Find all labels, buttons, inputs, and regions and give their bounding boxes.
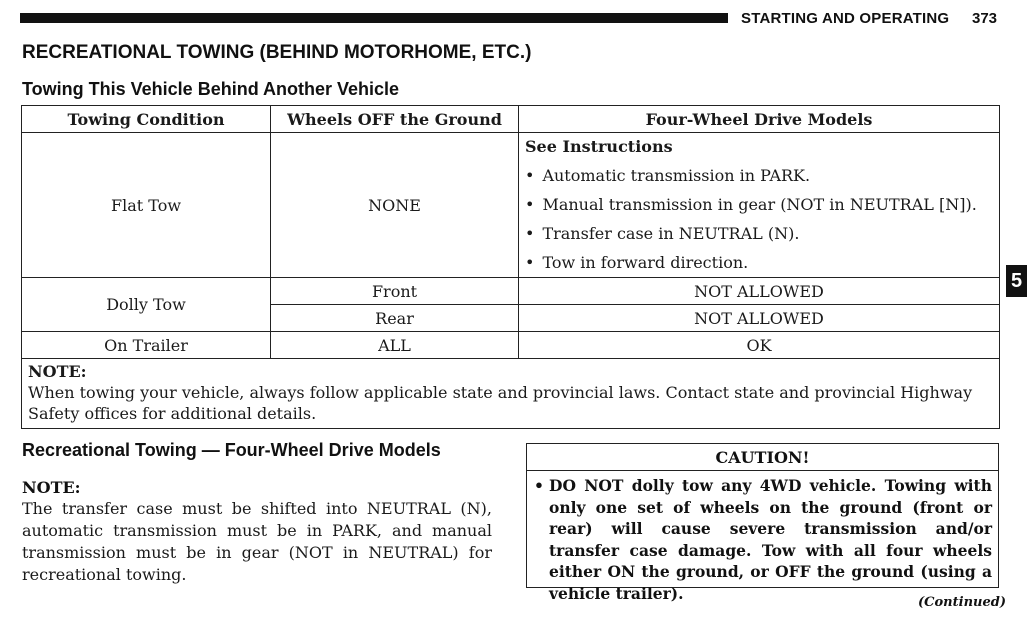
instructions-title: See Instructions [525, 137, 673, 156]
dolly-rear-result: NOT ALLOWED [519, 305, 1000, 332]
instruction-item: • Automatic transmission in PARK. [525, 161, 993, 190]
subheading-4wd-towing: Recreational Towing — Four-Wheel Drive Models [22, 440, 441, 460]
table-note-label: NOTE: [28, 362, 87, 381]
caution-title: CAUTION! [527, 444, 998, 471]
instructions-list [525, 161, 993, 277]
header-towing-condition: Towing Condition [22, 106, 271, 133]
table-note-row [22, 359, 1000, 429]
header-rule [20, 13, 728, 23]
subheading-towing-behind: Towing This Vehicle Behind Another Vehicle [22, 79, 400, 99]
table-note-text: When towing your vehicle, always follow applicable state and provincial laws. Contact state and provincial Highway Safety offices for additional details. [28, 383, 973, 423]
section-label: STARTING AND OPERATING [741, 10, 950, 27]
on-trailer-condition: On Trailer [22, 332, 271, 359]
on-trailer-result: OK [519, 332, 1000, 359]
dolly-front-wheels: Front [271, 278, 519, 305]
flat-tow-wheels: NONE [271, 133, 519, 278]
header-wheels-off-ground: Wheels OFF the Ground [271, 106, 519, 133]
table-row-on-trailer [22, 332, 1000, 359]
caution-body [527, 471, 998, 604]
table-header-row [22, 106, 1000, 133]
on-trailer-wheels: ALL [271, 332, 519, 359]
table-row-dolly-front [22, 278, 1000, 305]
flat-tow-condition: Flat Tow [22, 133, 271, 278]
note-text: The transfer case must be shifted into NEUTRAL (N), automatic transmission must be in PARK, and manual transmission must be in gear (NOT in NEUTRAL) for recreational towing. [22, 499, 492, 584]
page-title: RECREATIONAL TOWING (BEHIND MOTORHOME, ETC.) [22, 42, 532, 63]
instruction-item: • Transfer case in NEUTRAL (N). [525, 219, 993, 248]
caution-box [526, 443, 999, 603]
page-number: 373 [972, 10, 998, 27]
caution-bullet: • [534, 476, 544, 495]
instruction-item: • Manual transmission in gear (NOT in NEUTRAL [N]). [525, 190, 993, 219]
dolly-rear-wheels: Rear [271, 305, 519, 332]
dolly-front-result: NOT ALLOWED [519, 278, 1000, 305]
table-row-flat-tow [22, 133, 1000, 278]
flat-tow-instructions [519, 133, 1000, 278]
continued-label: (Continued) [918, 595, 1006, 610]
caution-text: DO NOT dolly tow any 4WD vehicle. Towing with only one set of wheels on the ground (front or rear) will cause severe transmission and/or transfer case damage. Tow with all four wheels either ON the ground, or OFF the ground (using a vehicle trailer). [549, 476, 992, 603]
instruction-item: • Tow in forward direction. [525, 248, 993, 277]
table-note [22, 359, 1000, 429]
note-label: NOTE: [22, 478, 81, 497]
towing-table [21, 105, 1000, 429]
chapter-tab: 5 [1006, 265, 1027, 297]
header-four-wheel-drive: Four-Wheel Drive Models [519, 106, 1000, 133]
dolly-tow-condition: Dolly Tow [22, 278, 271, 332]
